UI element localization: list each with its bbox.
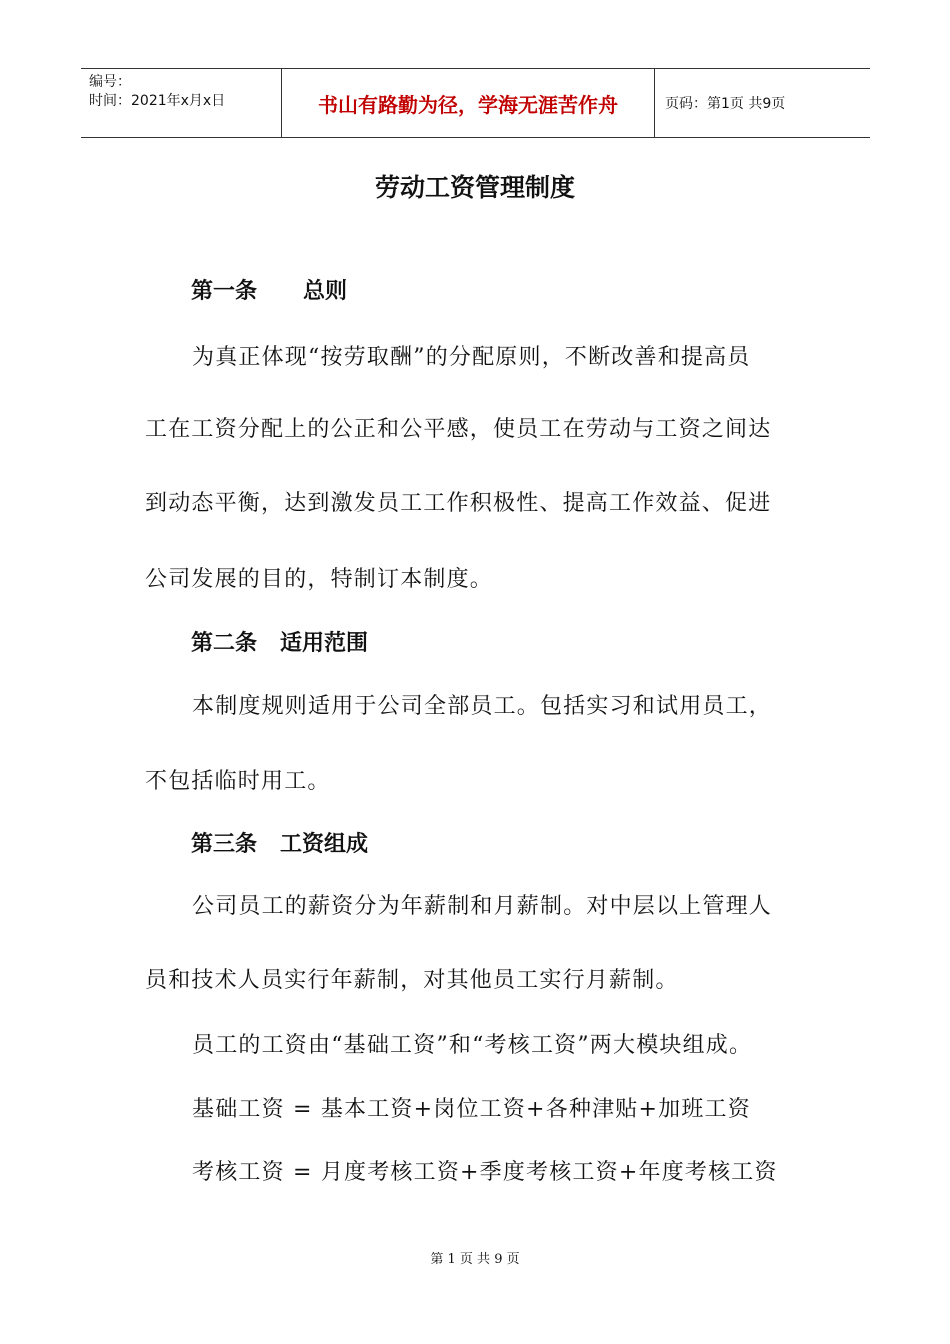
document-time-label: 时间：2021年x月x日	[89, 93, 226, 109]
salary-formula-assessment: 考核工资 = 月度考核工资+季度考核工资+年度考核工资	[192, 1160, 778, 1185]
section-3-heading: 第三条 工资组成	[191, 832, 368, 857]
header-page-info: 页码：第1页 共9页	[665, 96, 786, 112]
document-title: 劳动工资管理制度	[374, 173, 575, 202]
section-2-line: 本制度规则适用于公司全部员工。包括实习和试用员工，	[192, 694, 773, 719]
document-header-table	[81, 68, 870, 138]
section-3-line: 公司员工的薪资分为年薪制和月薪制。对中层以上管理人	[192, 894, 773, 919]
section-1-line: 到动态平衡，达到激发员工工作积极性、提高工作效益、促进	[145, 491, 772, 516]
section-2-heading: 第二条 适用范围	[191, 631, 368, 656]
section-3-line: 员工的工资由“基础工资”和“考核工资”两大模块组成。	[192, 1033, 753, 1058]
section-2-line: 不包括临时用工。	[145, 769, 331, 794]
section-1-line: 为真正体现“按劳取酬”的分配原则，不断改善和提高员	[192, 345, 751, 370]
page-footer: 第 1 页 共 9 页	[430, 1252, 520, 1267]
document-number-label: 编号：	[89, 74, 131, 90]
header-meta-cell	[81, 69, 282, 137]
header-motto: 书山有路勤为径，学海无涯苦作舟	[282, 69, 655, 137]
salary-formula-base: 基础工资 = 基本工资+岗位工资+各种津贴+加班工资	[192, 1097, 751, 1122]
section-3-line: 员和技术人员实行年薪制，对其他员工实行月薪制。	[145, 968, 679, 993]
section-1-line: 工在工资分配上的公正和公平感，使员工在劳动与工资之间达	[145, 417, 772, 442]
section-1-heading: 第一条 总则	[191, 279, 347, 304]
section-1-line: 公司发展的目的，特制订本制度。	[145, 567, 494, 592]
